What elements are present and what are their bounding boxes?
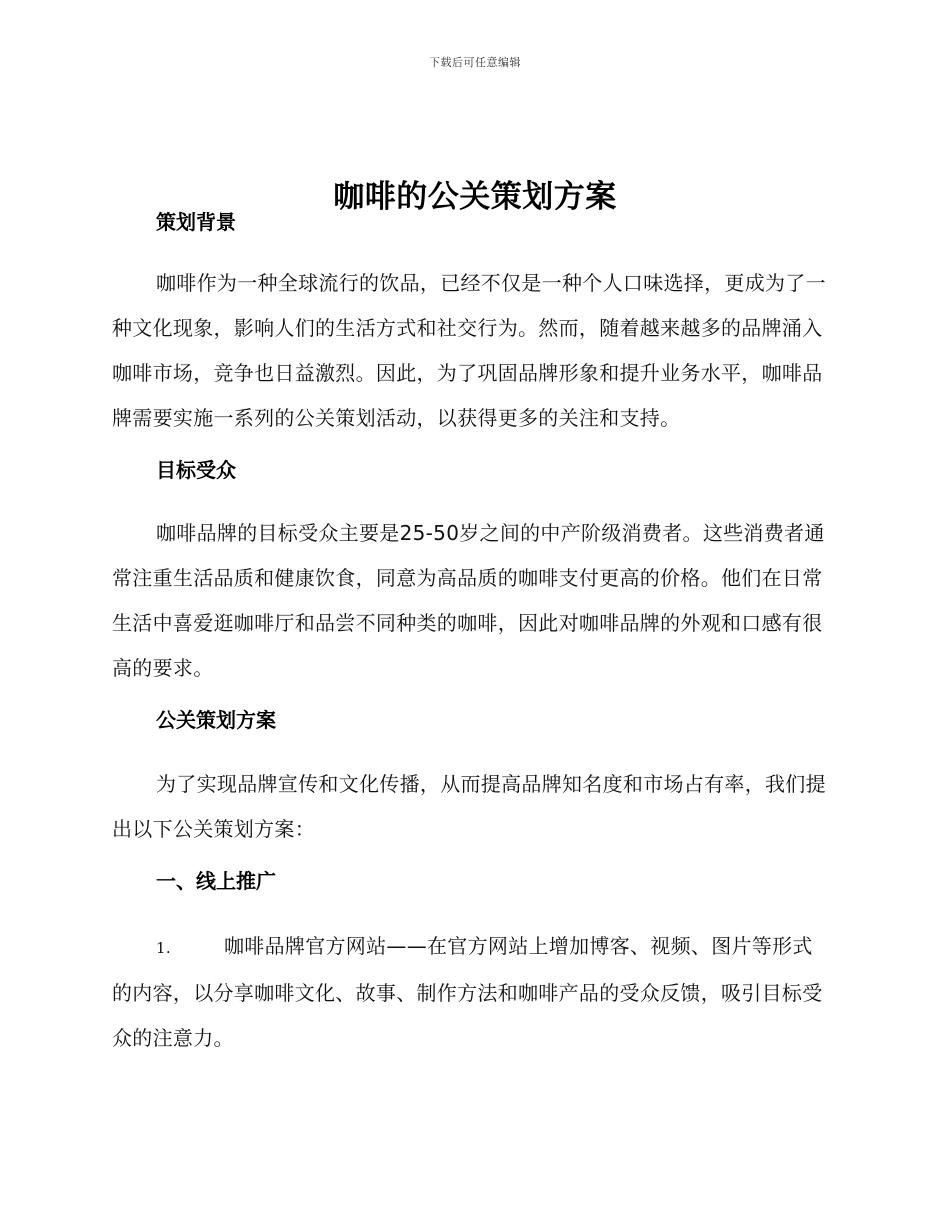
- audience-paragraph: 咖啡品牌的目标受众主要是25-50岁之间的中产阶级消费者。这些消费者通常注重生活品质和健康饮食，同意为高品质的咖啡支付更高的价格。他们在日常生活中喜爱逛咖啡厅和品尝不同种类的咖啡，因此对咖啡品牌的外观和口感有很高的要求。: [112, 521, 825, 680]
- plan-paragraph: 为了实现品牌宣传和文化传播，从而提高品牌知名度和市场占有率，我们提出以下公关策划方案：: [112, 772, 826, 841]
- section-heading-background: 策划背景: [156, 210, 236, 234]
- document-body: [112, 206, 830, 1061]
- list-item: [112, 924, 830, 1061]
- list-item-text: 咖啡品牌官方网站——在官方网站上增加博客、视频、图片等形式的内容，以分享咖啡文化、故事、制作方法和咖啡产品的受众反馈，吸引目标受众的注意力。: [112, 934, 823, 1050]
- section-heading-online: 一、线上推广: [156, 869, 276, 893]
- background-paragraph: 咖啡作为一种全球流行的饮品，已经不仅是一种个人口味选择，更成为了一种文化现象，影响人们的生活方式和社交行为。然而，随着越来越多的品牌涌入咖啡市场，竞争也日益激烈。因此，为了巩固品牌形象和提升业务水平，咖啡品牌需要实施一系列的公关策划活动，以获得更多的关注和支持。: [112, 271, 826, 430]
- page-header-note: 下载后可任意编辑: [429, 56, 521, 69]
- list-item-number: 1.: [156, 939, 171, 957]
- document-title: 咖啡的公关策划方案: [333, 178, 617, 215]
- section-heading-plan: 公关策划方案: [156, 708, 276, 732]
- section-heading-audience: 目标受众: [156, 458, 236, 482]
